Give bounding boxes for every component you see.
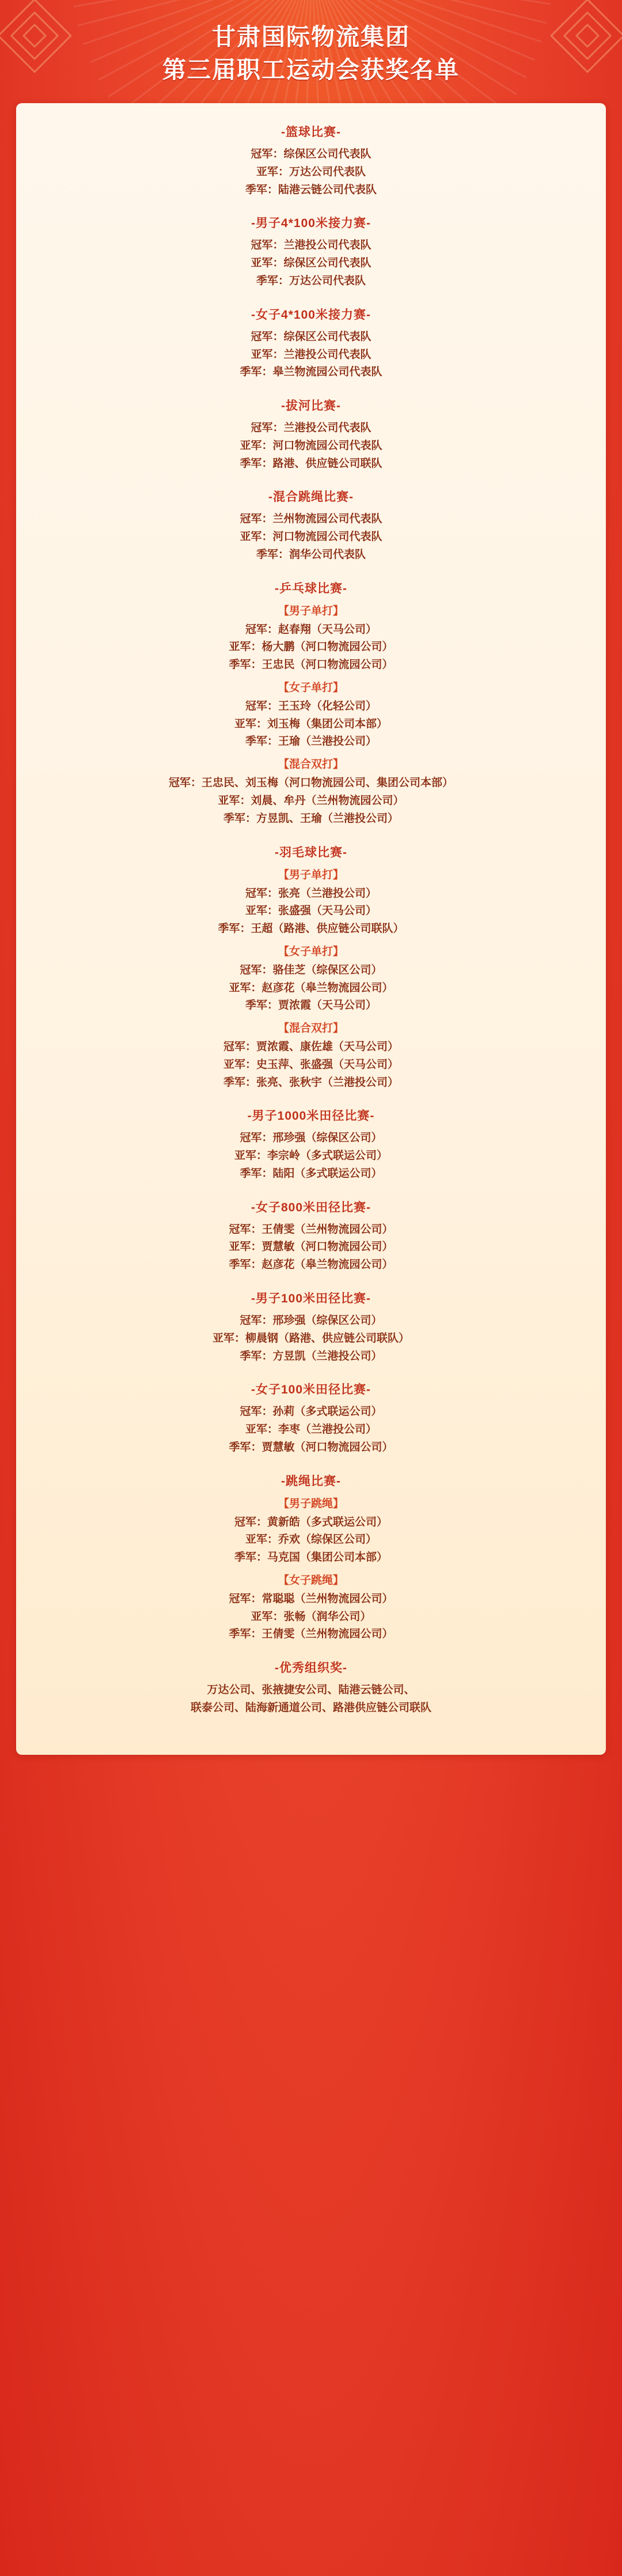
award-entry: 冠军：综保区公司代表队 — [251, 330, 371, 343]
award-section — [31, 843, 591, 1092]
award-entry: 亚军：柳晨钢（路港、供应链公司联队） — [212, 1332, 409, 1344]
award-entry: 季军：方昱凯、王瑜（兰港投公司） — [223, 812, 399, 825]
award-entry: 亚军：杨大鹏（河口物流园公司） — [229, 641, 393, 654]
award-entry: 亚军：张盛强（天马公司） — [245, 905, 377, 917]
award-entry: 亚军：综保区公司代表队 — [251, 257, 371, 270]
award-section — [31, 1659, 591, 1717]
award-section — [31, 1289, 591, 1365]
award-entry: 季军：方昱凯（兰港投公司） — [240, 1350, 382, 1362]
award-section — [31, 1106, 591, 1183]
award-entry: 季军：润华公司代表队 — [256, 548, 366, 561]
section-title: -优秀组织奖- — [275, 1661, 347, 1675]
section-title: -女子800米田径比赛- — [251, 1200, 371, 1214]
title-line-1: 甘肃国际物流集团 — [212, 24, 410, 50]
award-section — [31, 305, 591, 382]
award-entry: 冠军：兰港投公司代表队 — [251, 239, 371, 252]
sub-section-title: 【男子跳绳】 — [278, 1497, 344, 1510]
section-title: -拔河比赛- — [281, 399, 341, 413]
award-entry: 季军：马克国（集团公司本部） — [234, 1551, 388, 1564]
award-entry: 冠军：综保区公司代表队 — [251, 148, 371, 161]
section-title: -男子100米田径比赛- — [251, 1292, 371, 1306]
section-title: -男子1000米田径比赛- — [247, 1109, 375, 1123]
award-entry: 冠军：黄新皓（多式联运公司） — [234, 1516, 388, 1528]
award-section — [31, 1380, 591, 1456]
award-entry: 冠军：王忠民、刘玉梅（河口物流园公司、集团公司本部） — [168, 777, 453, 790]
award-entry: 冠军：邢珍强（综保区公司） — [240, 1132, 382, 1145]
award-entry: 季军：王忠民（河口物流园公司） — [229, 659, 393, 671]
sub-section-title: 【男子单打】 — [278, 868, 344, 881]
award-entry: 亚军：刘晨、牟丹（兰州物流园公司） — [218, 795, 404, 807]
award-entry: 亚军：刘玉梅（集团公司本部） — [234, 717, 388, 730]
award-entry: 季军：陆港云链公司代表队 — [245, 183, 377, 196]
award-entry: 季军：皋兰物流园公司代表队 — [240, 366, 382, 379]
award-section — [31, 1198, 591, 1274]
award-entry: 亚军：河口物流园公司代表队 — [240, 531, 382, 543]
award-section — [31, 488, 591, 564]
award-entry: 季军：路港、供应链公司联队 — [240, 457, 382, 470]
award-entry: 季军：王超（路港、供应链公司联队） — [218, 923, 404, 935]
award-entry: 亚军：兰港投公司代表队 — [251, 348, 371, 361]
award-entry: 万达公司、张掖捷安公司、陆港云链公司、 — [207, 1684, 415, 1697]
section-title: -跳绳比赛- — [281, 1474, 341, 1488]
award-entry: 季军：贾慧敏（河口物流园公司） — [229, 1441, 393, 1453]
award-section — [31, 396, 591, 473]
section-title: -女子4*100米接力赛- — [251, 308, 371, 322]
award-entry: 联泰公司、陆海新通道公司、路港供应链公司联队 — [190, 1701, 431, 1714]
sub-section-title: 【女子单打】 — [278, 681, 344, 694]
award-section — [31, 123, 591, 199]
award-entry: 季军：赵彦花（皋兰物流园公司） — [229, 1259, 393, 1271]
award-entry: 冠军：王玉玲（化轻公司） — [245, 700, 377, 712]
award-entry: 冠军：贾浓霞、康佐雄（天马公司） — [223, 1041, 399, 1053]
sub-section-title: 【男子单打】 — [278, 605, 344, 617]
award-entry: 亚军：张畅（润华公司） — [251, 1610, 371, 1623]
award-entry: 冠军：骆佳芝（综保区公司） — [240, 964, 382, 976]
award-entry: 亚军：贾慧敏（河口物流园公司） — [229, 1241, 393, 1253]
award-entry: 季军：贾浓霞（天马公司） — [245, 999, 377, 1012]
sub-section-title: 【女子单打】 — [278, 945, 344, 958]
sub-section-title: 【混合双打】 — [278, 1022, 344, 1035]
award-entry: 季军：万达公司代表队 — [256, 274, 366, 287]
award-entry: 冠军：兰州物流园公司代表队 — [240, 513, 382, 526]
award-section — [31, 1472, 591, 1644]
poster-header — [0, 0, 622, 100]
award-entry: 冠军：王倩雯（兰州物流园公司） — [229, 1223, 393, 1236]
award-entry: 季军：陆阳（多式联运公司） — [240, 1167, 382, 1180]
award-entry: 亚军：赵彦花（皋兰物流园公司） — [229, 981, 393, 994]
award-entry: 亚军：河口物流园公司代表队 — [240, 439, 382, 452]
award-entry: 冠军：孙莉（多式联运公司） — [240, 1406, 382, 1418]
sub-section-title: 【混合双打】 — [278, 758, 344, 771]
award-entry: 冠军：常聪聪（兰州物流园公司） — [229, 1592, 393, 1605]
award-entry: 季军：张亮、张秋宇（兰港投公司） — [223, 1076, 399, 1089]
award-entry: 亚军：万达公司代表队 — [256, 165, 366, 178]
award-entry: 亚军：乔欢（综保区公司） — [245, 1533, 377, 1546]
award-list-card — [16, 103, 606, 1755]
section-title: -羽毛球比赛- — [275, 845, 347, 859]
section-title: -篮球比赛- — [281, 126, 341, 139]
section-title: -乒乓球比赛- — [275, 581, 347, 595]
section-title: -混合跳绳比赛- — [268, 490, 354, 504]
award-entry: 季军：王倩雯（兰州物流园公司） — [229, 1628, 393, 1641]
award-entry: 冠军：邢珍强（综保区公司） — [240, 1315, 382, 1327]
award-section — [31, 214, 591, 290]
award-section — [31, 579, 591, 828]
award-entry: 冠军：兰港投公司代表队 — [251, 422, 371, 435]
section-title: -女子100米田径比赛- — [251, 1383, 371, 1397]
award-entry: 冠军：赵春翔（天马公司） — [245, 623, 377, 636]
award-entry: 亚军：李枣（兰港投公司） — [245, 1423, 377, 1436]
award-entry: 冠军：张亮（兰港投公司） — [245, 887, 377, 900]
section-title: -男子4*100米接力赛- — [251, 217, 371, 231]
sub-section-title: 【女子跳绳】 — [278, 1574, 344, 1587]
title-line-2: 第三届职工运动会获奖名单 — [162, 56, 460, 83]
award-entry: 亚军：史玉萍、张盛强（天马公司） — [223, 1058, 399, 1071]
award-entry: 亚军：李宗岭（多式联运公司） — [234, 1150, 388, 1162]
award-entry: 季军：王瑜（兰港投公司） — [245, 735, 377, 748]
